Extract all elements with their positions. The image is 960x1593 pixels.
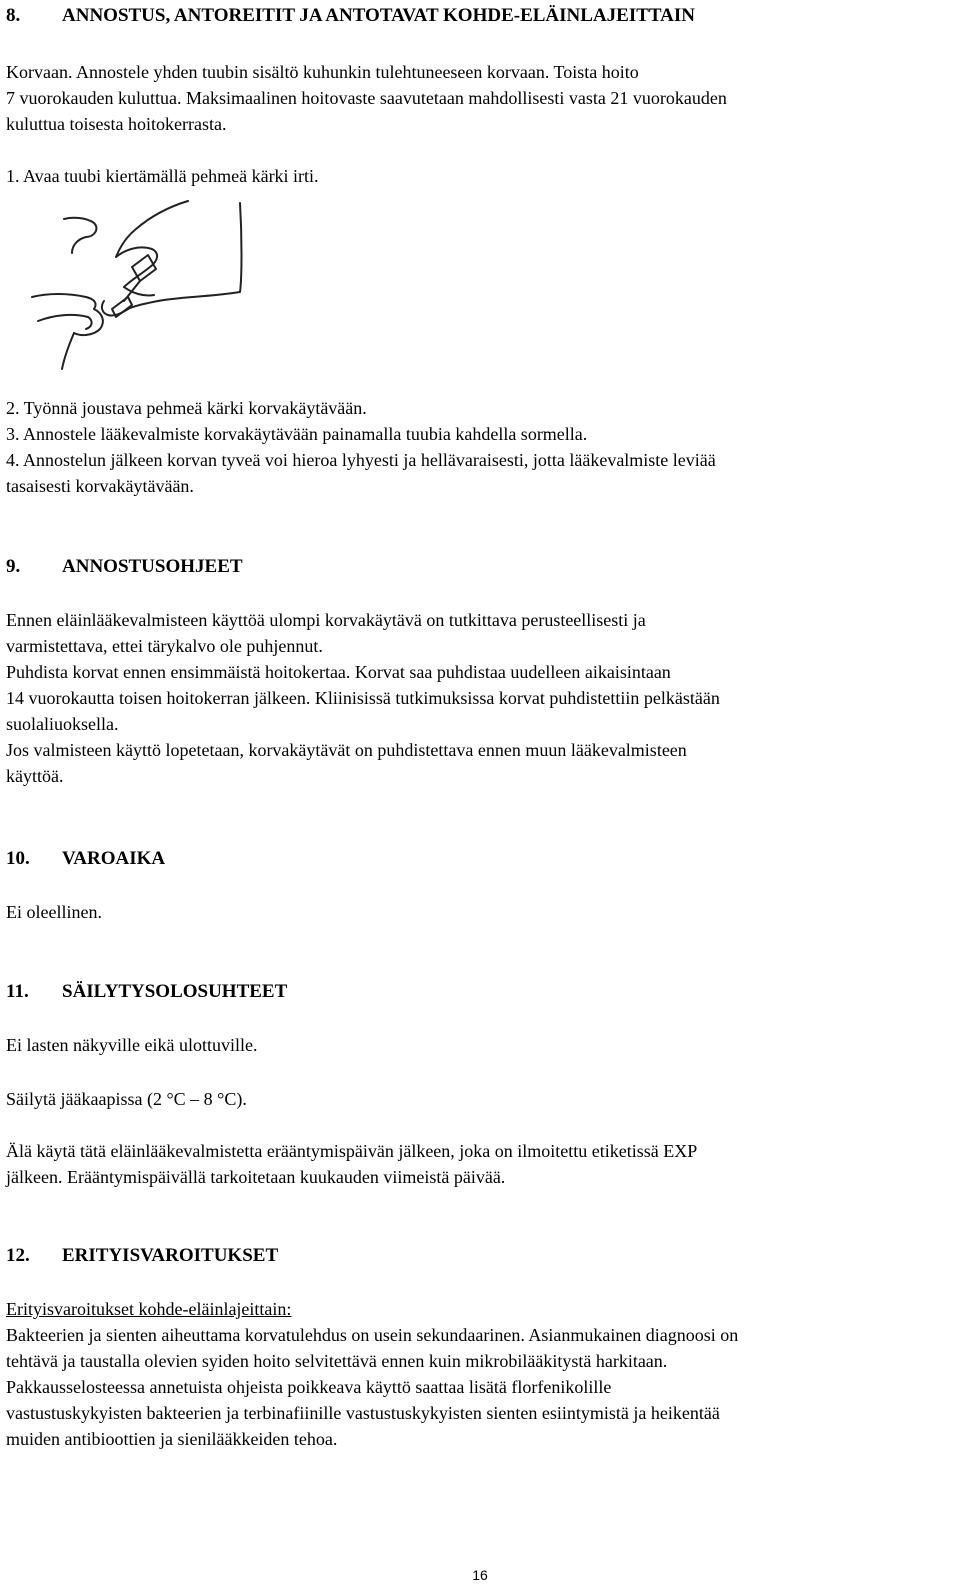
paragraph-line: Puhdista korvat ennen ensimmäistä hoitokertaa. Korvat saa puhdistaa uudelleen aikaisintaan	[6, 662, 671, 682]
section-number: 12.	[6, 1245, 30, 1266]
paragraph-line: 7 vuorokauden kuluttua. Maksimaalinen hoitovaste saavutetaan mahdollisesti vasta 21 vuorokauden	[6, 88, 727, 108]
paragraph-line: Ennen eläinlääkevalmisteen käyttöä ulompi korvakäytävä on tutkittava perusteellisesti ja	[6, 610, 646, 630]
section-9-heading	[6, 554, 952, 580]
section-10-body	[6, 899, 952, 925]
paragraph-line: suolaliuoksella.	[6, 714, 119, 734]
step-4-text: 4. Annostelun jälkeen korvan tyveä voi hieroa lyhyesti ja hellävaraisesti, jotta lääkevalmiste leviää	[6, 450, 716, 470]
section-title: SÄILYTYSOLOSUHTEET	[62, 981, 288, 1002]
paragraph-line: kuluttua toisesta hoitokerrasta.	[6, 114, 227, 134]
step-3-text: 3. Annostele lääkevalmiste korvakäytävään painamalla tuubia kahdella sormella.	[6, 424, 588, 444]
paragraph-line: Ei lasten näkyville eikä ulottuville.	[6, 1035, 258, 1055]
paragraph-line: 14 vuorokautta toisen hoitokerran jälkeen. Kliinisissä tutkimuksissa korvat puhdistettiin pelkästään	[6, 688, 720, 708]
hand-opening-tube-illustration	[28, 197, 253, 372]
section-10-heading	[6, 846, 952, 872]
section-11-text1	[6, 1032, 952, 1058]
step-4-text: tasaisesti korvakäytävään.	[6, 476, 194, 496]
section-title: VAROAIKA	[62, 848, 166, 869]
section-number: 10.	[6, 848, 30, 869]
paragraph-line: muiden antibioottien ja sienilääkkeiden tehoa.	[6, 1429, 338, 1449]
paragraph-line: jälkeen. Erääntymispäivällä tarkoitetaan kuukauden viimeistä päivää.	[6, 1167, 506, 1187]
paragraph-line: varmistettava, ettei tärykalvo ole puhjennut.	[6, 636, 323, 656]
step-1	[6, 163, 952, 189]
section-8-intro	[6, 59, 952, 137]
section-11-text3	[6, 1138, 952, 1190]
section-title: ANNOSTUS, ANTOREITIT JA ANTOTAVAT KOHDE-ELÄINLAJEITTAIN	[62, 5, 696, 26]
left-fingertip	[74, 309, 103, 335]
paragraph-line: vastustuskykyisten bakteerien ja terbinafiinille vastustuskykyisten sienten esiintymistä ja heikentää	[6, 1403, 720, 1423]
steps-2-4	[6, 395, 952, 499]
section-8-heading	[6, 3, 952, 29]
pinch-curve	[64, 218, 96, 253]
subheading: Erityisvaroitukset kohde-eläinlajeittain:	[6, 1299, 292, 1319]
paragraph-line: Jos valmisteen käyttö lopetetaan, korvakäytävät on puhdistettava ennen muun lääkevalmisteen	[6, 740, 687, 760]
section-11-heading	[6, 979, 952, 1005]
paragraph-line: Älä käytä tätä eläinlääkevalmistetta erääntymispäivän jälkeen, joka on ilmoitettu etiketissä EXP	[6, 1141, 698, 1161]
left-finger-lower	[38, 315, 92, 329]
section-number: 11.	[6, 981, 29, 1002]
left-wrist	[62, 333, 74, 369]
section-title: ERITYISVAROITUKSET	[62, 1245, 279, 1266]
paragraph-line: käyttöä.	[6, 766, 64, 786]
step-2-text: 2. Työnnä joustava pehmeä kärki korvakäytävään.	[6, 398, 367, 418]
paragraph-line: Säilytä jääkaapissa (2 °C – 8 °C).	[6, 1089, 247, 1109]
paragraph-line: Bakteerien ja sienten aiheuttama korvatulehdus on usein sekundaarinen. Asianmukainen diagnoosi on	[6, 1325, 739, 1345]
paragraph-line: Pakkausselosteessa annetuista ohjeista poikkeava käyttö saattaa lisätä florfenikolille	[6, 1377, 612, 1397]
section-12-body	[6, 1296, 952, 1452]
step-1-text: 1. Avaa tuubi kiertämällä pehmeä kärki irti.	[6, 166, 319, 186]
page-number: 16	[472, 1567, 488, 1583]
finger-mid	[116, 247, 157, 287]
section-9-body	[6, 607, 952, 789]
section-11-text2	[6, 1086, 952, 1112]
section-title: ANNOSTUSOHJEET	[62, 556, 243, 577]
paragraph-line: Korvaan. Annostele yhden tuubin sisältö kuhunkin tulehtuneeseen korvaan. Toista hoito	[6, 62, 639, 82]
paragraph-line: tehtävä ja taustalla olevien syiden hoito selvitettävä ennen kuin mikrobilääkitystä harkitaan.	[6, 1351, 668, 1371]
tube-tip	[112, 297, 132, 317]
section-number: 9.	[6, 556, 21, 577]
section-12-heading	[6, 1243, 952, 1269]
paragraph-line: Ei oleellinen.	[6, 902, 102, 922]
section-number: 8.	[6, 5, 21, 26]
left-finger-upper	[32, 294, 96, 309]
